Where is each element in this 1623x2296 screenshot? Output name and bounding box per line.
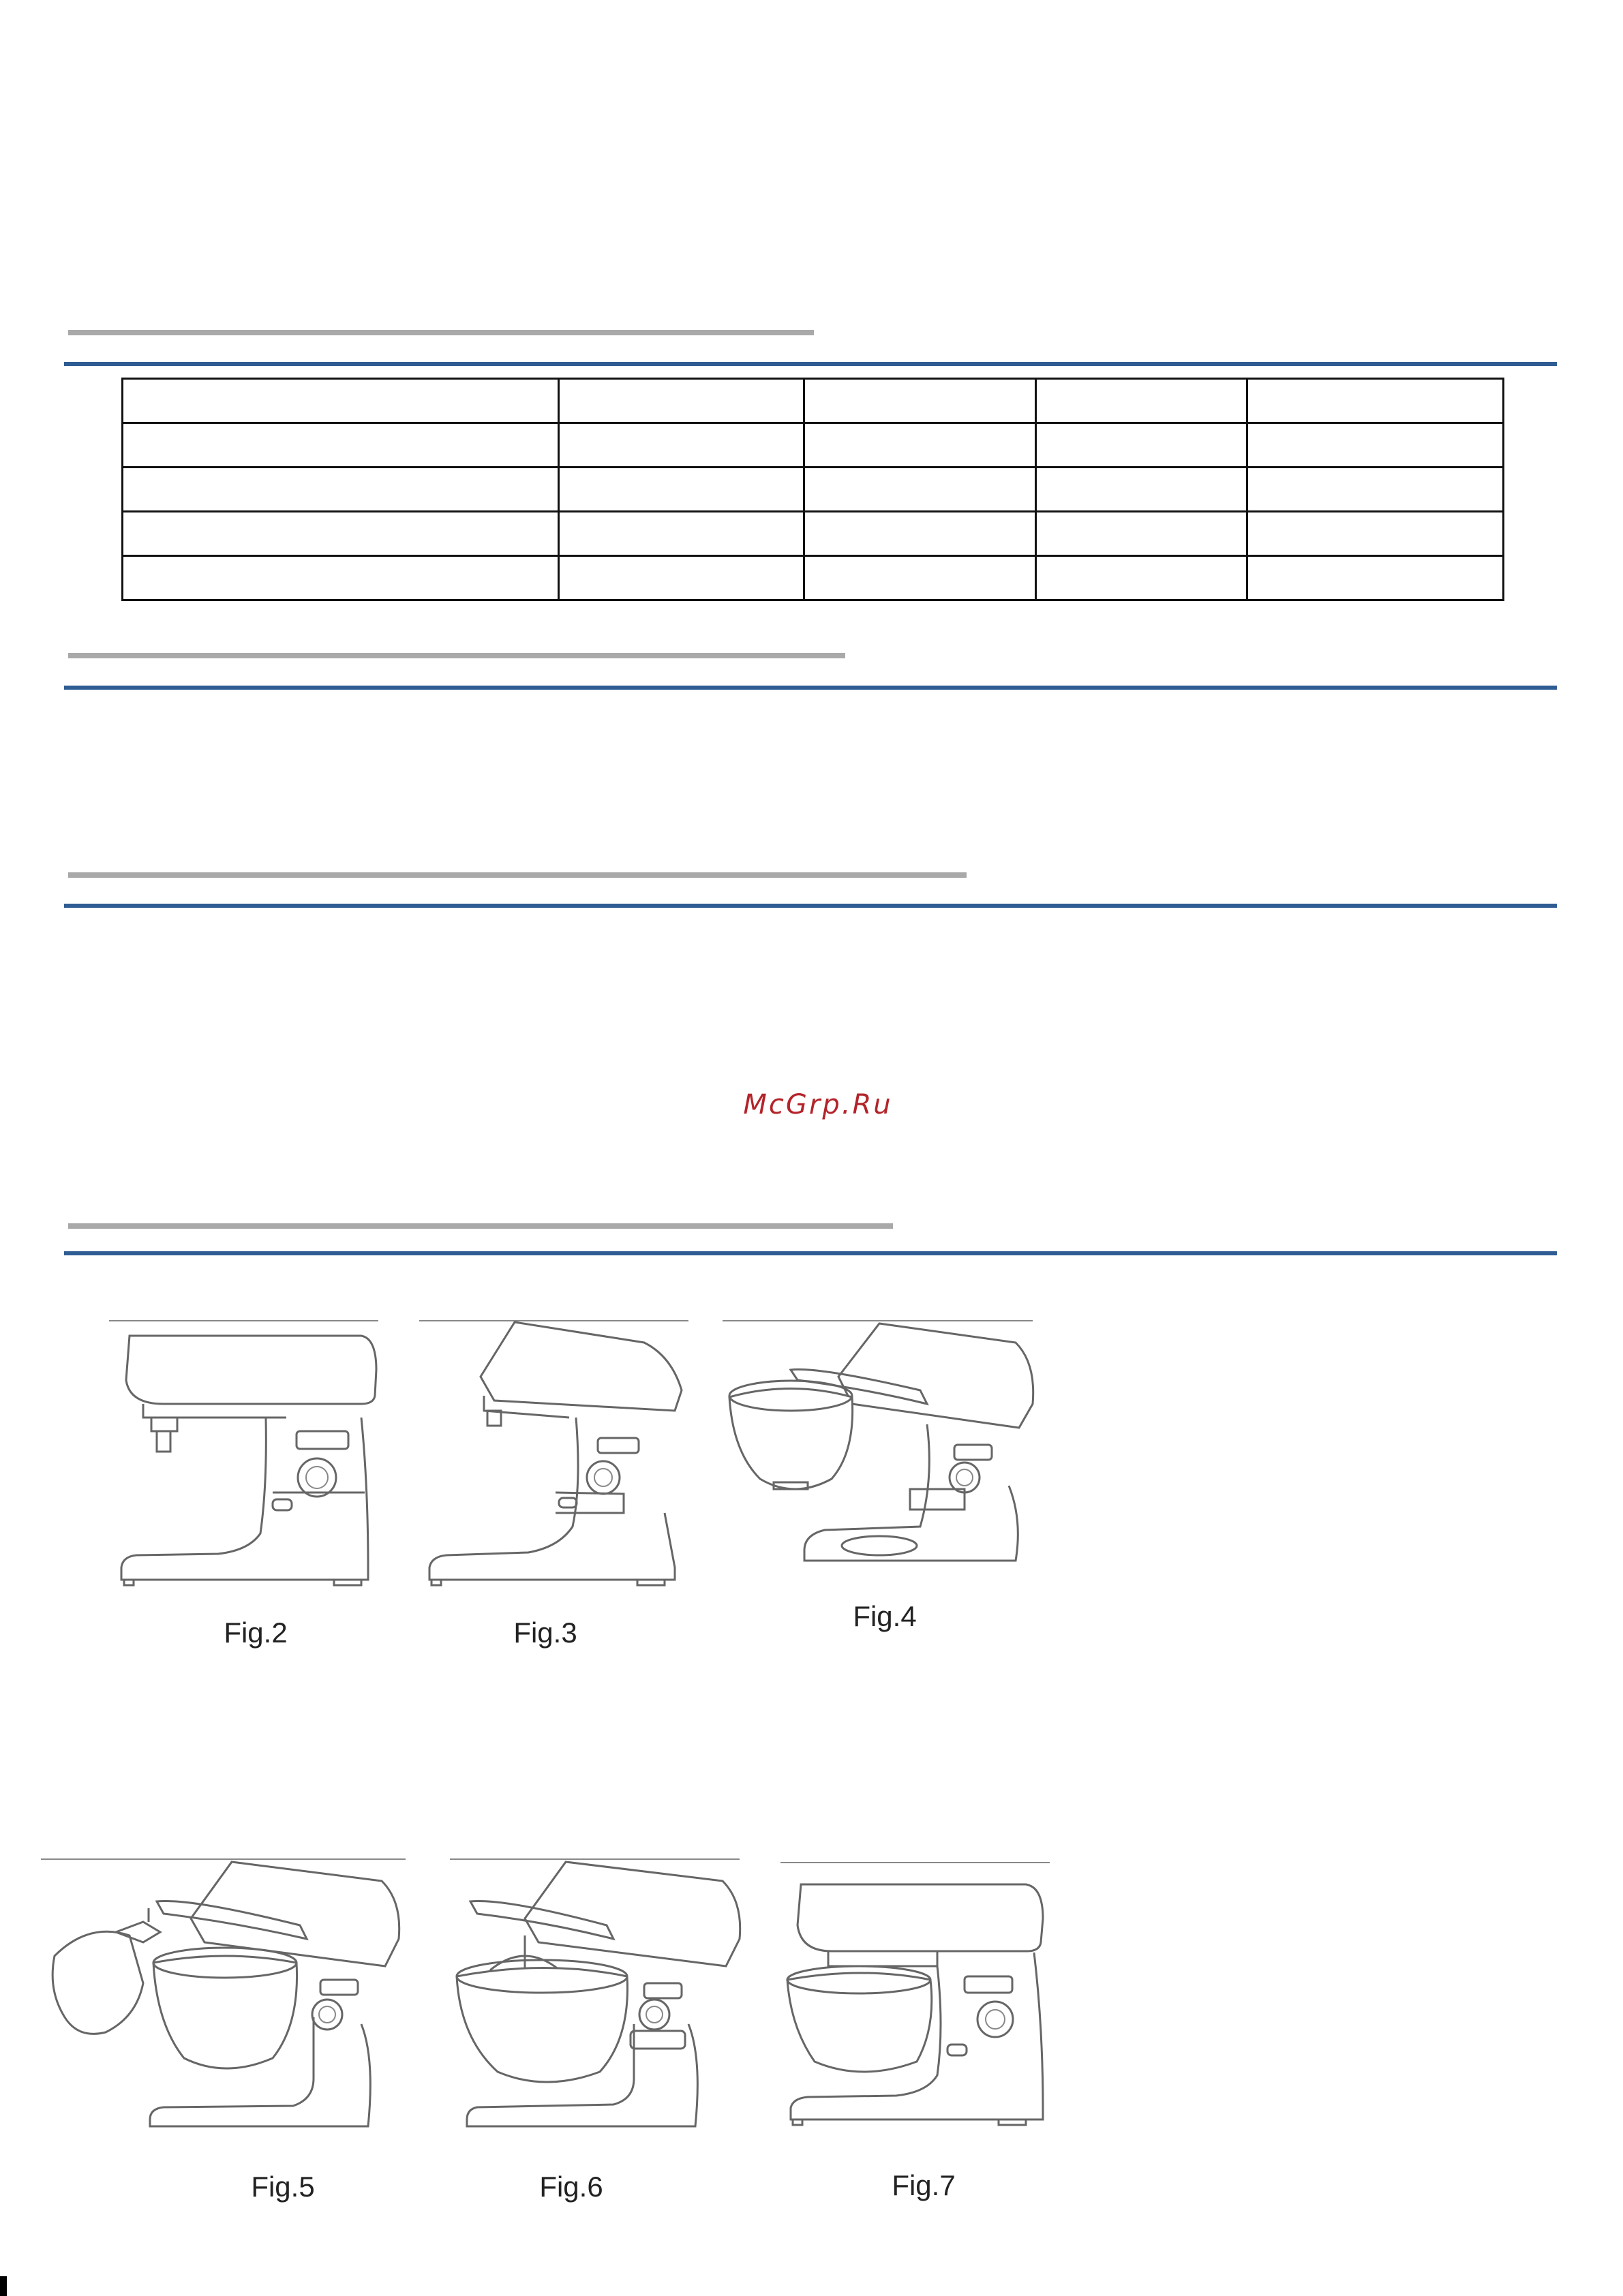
table-cell	[1247, 468, 1504, 512]
table-cell	[804, 512, 1036, 556]
table-cell	[123, 512, 559, 556]
table-cell	[1036, 512, 1247, 556]
section-1-divider	[64, 362, 1557, 366]
table-row	[123, 468, 1504, 512]
section-2-divider	[64, 686, 1557, 690]
fig6-mixer-illustration	[450, 1854, 743, 2140]
table-cell	[1247, 379, 1504, 423]
table-row	[123, 512, 1504, 556]
table-row	[123, 423, 1504, 468]
table-cell	[1036, 468, 1247, 512]
fig2-caption: Fig.2	[224, 1617, 288, 1649]
section-3-divider	[64, 904, 1557, 908]
fig4-caption: Fig.4	[853, 1600, 917, 1632]
fig7-caption: Fig.7	[892, 2169, 956, 2201]
table-cell	[1036, 556, 1247, 600]
fig3-mixer-illustration	[419, 1315, 692, 1595]
table-cell	[559, 512, 804, 556]
section-3-heading-rule	[68, 872, 967, 878]
specification-table	[121, 378, 1504, 601]
table-cell	[1036, 379, 1247, 423]
table-cell	[123, 468, 559, 512]
section-1-heading-rule	[68, 330, 814, 335]
section-2-heading-rule	[68, 653, 845, 658]
section-4-divider	[64, 1251, 1557, 1255]
section-4-heading-rule	[68, 1223, 893, 1229]
table-cell	[123, 379, 559, 423]
fig6-caption: Fig.6	[539, 2171, 603, 2203]
table-row	[123, 379, 1504, 423]
table-cell	[123, 423, 559, 468]
fig5-caption: Fig.5	[251, 2171, 315, 2203]
fig3-caption: Fig.3	[513, 1617, 577, 1649]
table-cell	[1247, 556, 1504, 600]
table-cell	[1247, 423, 1504, 468]
table-cell	[804, 423, 1036, 468]
table-cell	[1247, 512, 1504, 556]
watermark-text: McGrp.Ru	[743, 1089, 893, 1120]
table-cell	[804, 468, 1036, 512]
fig2-mixer-illustration	[109, 1315, 382, 1595]
table-cell	[804, 379, 1036, 423]
table-cell	[559, 379, 804, 423]
page-edge-mark	[0, 2276, 7, 2296]
fig5-mixer-illustration	[41, 1854, 409, 2140]
fig4-mixer-illustration	[723, 1315, 1036, 1595]
table-cell	[1036, 423, 1247, 468]
table-cell	[804, 556, 1036, 600]
table-cell	[559, 423, 804, 468]
fig7-mixer-illustration	[780, 1857, 1053, 2137]
table-row	[123, 556, 1504, 600]
table-cell	[123, 556, 559, 600]
table-cell	[559, 556, 804, 600]
table-cell	[559, 468, 804, 512]
